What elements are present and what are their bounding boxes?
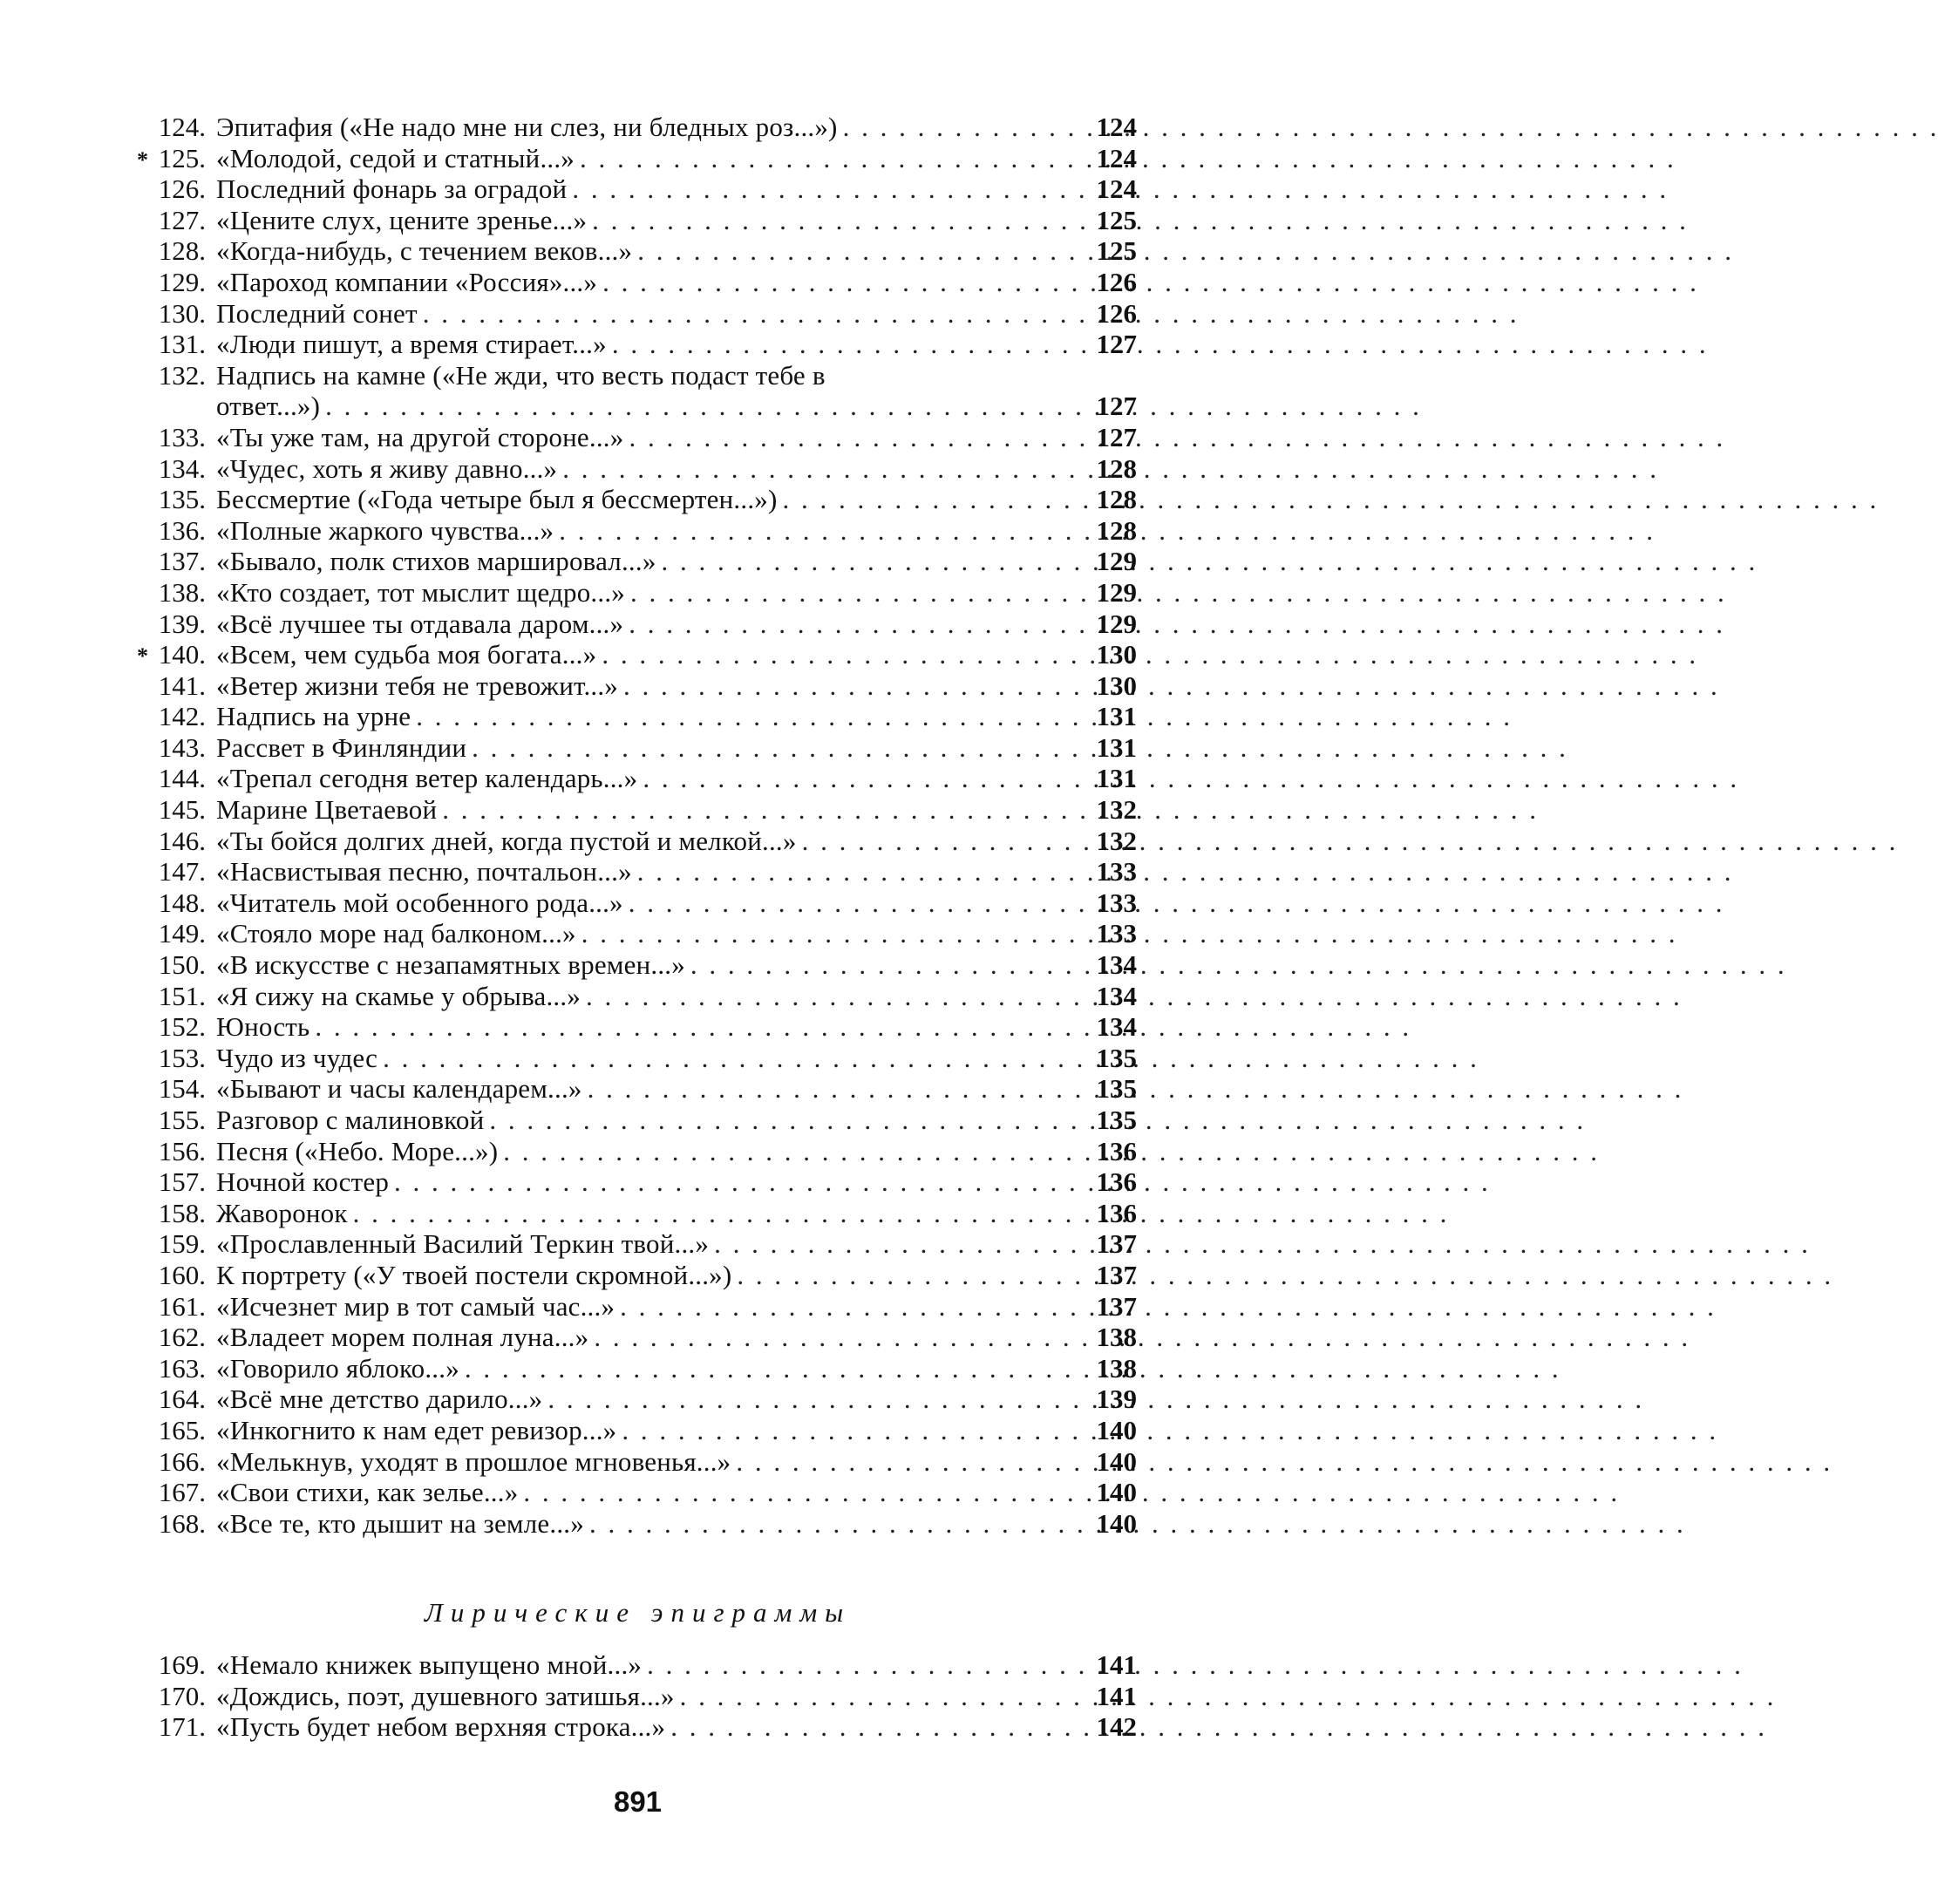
dot-leader: [315, 1011, 1086, 1043]
entry-title: «Мелькнув, уходят в прошлое мгновенья...»: [216, 1445, 731, 1477]
toc-entry: [133, 670, 1137, 702]
toc-entry: [133, 794, 1137, 826]
entry-number: 147.: [158, 856, 206, 887]
entry-page: 140: [1096, 1445, 1137, 1477]
entry-number: 129.: [158, 266, 206, 297]
entry-title: «Ветер жизни тебя не тревожит...»: [216, 670, 619, 701]
toc-entry: [133, 453, 1137, 485]
toc-entry: [133, 1353, 1137, 1384]
entry-page: 139: [1096, 1384, 1137, 1415]
toc-entry: [133, 918, 1137, 949]
dot-leader: [472, 732, 1086, 764]
toc-entry: [133, 1166, 1137, 1198]
toc-entry: [133, 1105, 1137, 1136]
epigrams-contents: [133, 1649, 1137, 1743]
entry-number: 135.: [158, 484, 206, 515]
toc-entry: [133, 981, 1137, 1012]
entry-page: 126: [1096, 266, 1137, 297]
entry-page: 128: [1096, 514, 1137, 546]
entry-title: «Молодой, седой и статный...»: [216, 142, 575, 173]
dot-leader: [325, 391, 1086, 422]
entry-page: 128: [1096, 452, 1137, 484]
entry-title: «Владеет морем полная луна...»: [216, 1322, 589, 1353]
entry-title: Бессмертие («Года четыре был я бессмертен...»): [216, 484, 778, 515]
entry-title: Юность: [216, 1011, 310, 1043]
dot-leader: [562, 453, 1086, 485]
entry-title: «Стояло море над балконом...»: [216, 918, 576, 949]
dot-leader: [623, 670, 1086, 702]
entry-page: 124: [1096, 142, 1137, 173]
toc-entry: [133, 515, 1137, 547]
entry-page: 131: [1096, 763, 1137, 794]
entry-number: 163.: [158, 1352, 206, 1384]
entry-page: 125: [1096, 235, 1137, 267]
entry-page: 131: [1096, 731, 1137, 763]
toc-entry-continuation: [133, 391, 1137, 422]
toc-entry: [133, 856, 1137, 887]
dot-leader: [383, 1043, 1086, 1074]
toc-entry: [133, 1136, 1137, 1167]
entry-number: 126.: [158, 173, 206, 205]
dot-leader: [843, 112, 1086, 143]
entry-title: «Всё мне детство дарило...»: [216, 1384, 543, 1415]
entry-title: Последний фонарь за оградой: [216, 173, 568, 205]
entry-number: 142.: [158, 701, 206, 732]
entry-title: Жаворонок: [216, 1197, 348, 1228]
toc-entry: [133, 1198, 1137, 1229]
entry-number: 130.: [158, 297, 206, 329]
dot-leader: [637, 856, 1086, 887]
toc-entry: [133, 1711, 1137, 1743]
entry-page: 137: [1096, 1290, 1137, 1322]
entry-page: 133: [1096, 918, 1137, 949]
toc-entry: [133, 173, 1137, 205]
toc-entry: [133, 298, 1137, 330]
toc-entry: [133, 732, 1137, 764]
entry-title: К портрету («У твоей постели скромной...»): [216, 1259, 732, 1290]
entry-page: 132: [1096, 825, 1137, 856]
dot-leader: [416, 701, 1086, 732]
entry-title: «Дождись, поэт, душевного затишья...»: [216, 1680, 675, 1711]
entry-title: «Когда-нибудь, с течением веков...»: [216, 235, 633, 267]
entry-page: 127: [1096, 421, 1137, 452]
toc-entry: [133, 1681, 1137, 1712]
entry-page: 127: [1096, 329, 1137, 360]
entry-title-continued: ответ...»): [216, 391, 321, 422]
toc-entry: [133, 143, 1137, 174]
entry-title: Песня («Небо. Море...»): [216, 1135, 499, 1166]
table-of-contents: [133, 112, 1137, 1539]
entry-title: Надпись на камне («Не жди, что весть подаст тебе в: [216, 359, 826, 391]
entry-page: 132: [1096, 794, 1137, 826]
entry-page: 140: [1096, 1414, 1137, 1445]
dot-leader: [353, 1198, 1086, 1229]
entry-title: «Исчезнет мир в тот самый час...»: [216, 1290, 615, 1322]
entry-title: Надпись на урне: [216, 701, 411, 732]
entry-title: Последний сонет: [216, 297, 418, 329]
toc-entry: [133, 1043, 1137, 1074]
entry-title: «Все те, кто дышит на земле...»: [216, 1507, 584, 1539]
entry-page: 135: [1096, 1105, 1137, 1135]
toc-entry: [133, 1384, 1137, 1415]
entry-number: 145.: [158, 794, 206, 826]
entry-number: 150.: [158, 949, 206, 981]
entry-page: 134: [1096, 980, 1137, 1011]
entry-title: «Пусть будет небом верхняя строка...»: [216, 1711, 666, 1743]
toc-entry: [133, 205, 1137, 236]
dot-leader: [637, 235, 1086, 267]
dot-leader: [602, 639, 1086, 670]
entry-number: 134.: [158, 452, 206, 484]
entry-page: 141: [1096, 1649, 1137, 1680]
entry-page: 126: [1096, 297, 1137, 329]
entry-page: 133: [1096, 856, 1137, 887]
dot-leader: [589, 1508, 1086, 1540]
entry-number: 124.: [158, 112, 206, 142]
entry-title: «Я сижу на скамье у обрыва...»: [216, 980, 581, 1011]
entry-title: «Ты бойся долгих дней, когда пустой и мелкой...»: [216, 825, 797, 856]
entry-title: «Чудес, хоть я живу давно...»: [216, 452, 558, 484]
toc-entry: [133, 639, 1137, 670]
toc-entry: [133, 1446, 1137, 1478]
entry-number: 139.: [158, 608, 206, 639]
entry-title: «Ты уже там, на другой стороне...»: [216, 421, 624, 452]
entry-page: 135: [1096, 1073, 1137, 1105]
entry-number: 148.: [158, 887, 206, 918]
dot-leader: [670, 1711, 1086, 1743]
entry-page: 125: [1096, 204, 1137, 235]
dot-leader: [572, 173, 1086, 205]
entry-title: «Инкогнито к нам едет ревизор...»: [216, 1414, 617, 1445]
entry-page: 136: [1096, 1166, 1137, 1198]
dot-leader: [586, 981, 1086, 1012]
entry-title: Марине Цветаевой: [216, 794, 438, 826]
entry-number: 133.: [158, 421, 206, 452]
dot-leader: [736, 1446, 1086, 1478]
dot-leader: [647, 1649, 1086, 1681]
toc-entry: [133, 546, 1137, 577]
entry-title: Разговор с малиновкой: [216, 1105, 485, 1135]
toc-entry: [133, 609, 1137, 640]
toc-entry: [133, 484, 1137, 515]
entry-page: 134: [1096, 1011, 1137, 1043]
toc-entry: [133, 329, 1137, 360]
toc-entry: [133, 1508, 1137, 1540]
entry-number: 128.: [158, 235, 206, 267]
entry-page: 124: [1096, 112, 1137, 142]
entry-title: «Бывало, полк стихов маршировал...»: [216, 546, 656, 577]
entry-page: 127: [1096, 391, 1137, 422]
toc-entry: [133, 112, 1137, 143]
entry-number: 154.: [158, 1073, 206, 1105]
entry-marker: *: [137, 146, 148, 173]
entry-page: 124: [1096, 173, 1137, 205]
toc-entry: [133, 267, 1137, 298]
entry-page: 137: [1096, 1259, 1137, 1290]
toc-entry: [133, 1477, 1137, 1508]
entry-page: 140: [1096, 1477, 1137, 1508]
toc-entry: [133, 1415, 1137, 1446]
entry-page: 131: [1096, 701, 1137, 732]
dot-leader: [592, 205, 1086, 236]
toc-entry: [133, 887, 1137, 919]
toc-entry: [133, 763, 1137, 794]
entry-page: 140: [1096, 1507, 1137, 1539]
entry-page: 136: [1096, 1197, 1137, 1228]
toc-entry: [133, 235, 1137, 267]
entry-page: 136: [1096, 1135, 1137, 1166]
dot-leader: [423, 298, 1086, 330]
entry-number: 164.: [158, 1384, 206, 1415]
entry-title: «В искусстве с незапамятных времен...»: [216, 949, 685, 981]
entry-number: 168.: [158, 1507, 206, 1539]
toc-entry: [133, 1291, 1137, 1323]
entry-number: 137.: [158, 546, 206, 577]
toc-entry: [133, 949, 1137, 981]
toc-entry: [133, 701, 1137, 732]
entry-number: 166.: [158, 1445, 206, 1477]
entry-number: 169.: [158, 1649, 206, 1680]
entry-page: 137: [1096, 1228, 1137, 1260]
entry-number: 167.: [158, 1477, 206, 1508]
entry-page: 129: [1096, 576, 1137, 608]
toc-entry: [133, 1011, 1137, 1043]
toc-entry: [133, 422, 1137, 453]
entry-number: 141.: [158, 670, 206, 701]
entry-page: 142: [1096, 1711, 1137, 1743]
dot-leader: [580, 143, 1086, 174]
entry-number: 171.: [158, 1711, 206, 1743]
dot-leader: [630, 577, 1086, 609]
toc-entry: [133, 1228, 1137, 1260]
dot-leader: [622, 1415, 1086, 1446]
toc-entry: [133, 1073, 1137, 1105]
dot-leader: [503, 1136, 1086, 1167]
entry-page: 141: [1096, 1680, 1137, 1711]
dot-leader: [620, 1291, 1086, 1323]
dot-leader: [394, 1166, 1086, 1198]
toc-entry: [133, 826, 1137, 857]
entry-number: 151.: [158, 980, 206, 1011]
entry-number: 157.: [158, 1166, 206, 1198]
entry-title: Эпитафия («Не надо мне ни слез, ни бледных роз...»): [216, 112, 838, 142]
dot-leader: [629, 422, 1086, 453]
dot-leader: [594, 1322, 1086, 1353]
entry-title: «Говорило яблоко...»: [216, 1352, 459, 1384]
entry-page: 133: [1096, 887, 1137, 918]
entry-number: 153.: [158, 1042, 206, 1073]
entry-title: «Свои стихи, как зелье...»: [216, 1477, 519, 1508]
dot-leader: [629, 887, 1086, 919]
entry-title: «Трепал сегодня ветер календарь...»: [216, 763, 638, 794]
dot-leader: [559, 515, 1086, 547]
dot-leader: [465, 1353, 1086, 1384]
entry-number: 162.: [158, 1322, 206, 1353]
entry-title: «Читатель мой особенного рода...»: [216, 887, 623, 918]
entry-title: «Цените слух, цените зренье...»: [216, 204, 588, 235]
dot-leader: [680, 1681, 1086, 1712]
entry-title: «Немало книжек выпущено мной...»: [216, 1649, 643, 1680]
entry-number: 127.: [158, 204, 206, 235]
entry-title: Ночной костер: [216, 1166, 390, 1198]
dot-leader: [612, 329, 1086, 360]
entry-number: 161.: [158, 1290, 206, 1322]
dot-leader: [802, 826, 1086, 857]
entry-page: 129: [1096, 546, 1137, 577]
dot-leader: [581, 918, 1086, 949]
dot-leader: [547, 1384, 1086, 1415]
toc-entry: [133, 1649, 1137, 1681]
entry-title: «Полные жаркого чувства...»: [216, 514, 554, 546]
entry-page: 129: [1096, 608, 1137, 639]
entry-number: 165.: [158, 1414, 206, 1445]
entry-number: 146.: [158, 825, 206, 856]
dot-leader: [523, 1477, 1086, 1508]
dot-leader: [588, 1073, 1086, 1105]
entry-title: Рассвет в Финляндии: [216, 731, 467, 763]
dot-leader: [643, 763, 1086, 794]
dot-leader: [442, 794, 1086, 826]
entry-title: «Люди пишут, а время стирает...»: [216, 329, 607, 360]
dot-leader: [629, 609, 1086, 640]
toc-entry: [133, 1322, 1137, 1353]
dot-leader: [737, 1260, 1086, 1291]
toc-entry: [133, 1260, 1137, 1291]
entry-number: 159.: [158, 1228, 206, 1260]
entry-page: 130: [1096, 639, 1137, 670]
entry-number: 140.: [158, 639, 206, 670]
entry-number: 156.: [158, 1135, 206, 1166]
entry-number: 131.: [158, 329, 206, 360]
toc-entry: [133, 577, 1137, 609]
dot-leader: [690, 949, 1086, 981]
entry-page: 138: [1096, 1352, 1137, 1384]
entry-number: 136.: [158, 514, 206, 546]
dot-leader: [714, 1228, 1086, 1260]
entry-number: 144.: [158, 763, 206, 794]
toc-entry: [133, 360, 1137, 391]
entry-title: «Насвистывая песню, почтальон...»: [216, 856, 632, 887]
entry-page: 130: [1096, 670, 1137, 701]
dot-leader: [489, 1105, 1086, 1136]
entry-number: 152.: [158, 1011, 206, 1043]
dot-leader: [783, 484, 1087, 515]
entry-page: 135: [1096, 1042, 1137, 1073]
entry-page: 134: [1096, 949, 1137, 981]
entry-title: «Всё лучшее ты отдавала даром...»: [216, 608, 624, 639]
entry-number: 155.: [158, 1105, 206, 1135]
entry-number: 125.: [158, 142, 206, 173]
entry-title: «Прославленный Василий Теркин твой...»: [216, 1228, 710, 1260]
entry-number: 143.: [158, 731, 206, 763]
entry-number: 160.: [158, 1259, 206, 1290]
section-heading: Лирические эпиграммы: [424, 1597, 852, 1628]
entry-title: «Пароход компании «Россия»...»: [216, 266, 598, 297]
dot-leader: [662, 546, 1086, 577]
entry-number: 149.: [158, 918, 206, 949]
entry-number: 170.: [158, 1680, 206, 1711]
entry-number: 138.: [158, 576, 206, 608]
entry-title: «Кто создает, тот мыслит щедро...»: [216, 576, 625, 608]
entry-title: «Бывают и часы календарем...»: [216, 1073, 582, 1105]
page-number: 891: [613, 1785, 663, 1818]
entry-title: «Всем, чем судьба моя богата...»: [216, 639, 597, 670]
entry-page: 128: [1096, 484, 1137, 515]
entry-number: 132.: [158, 359, 206, 391]
entry-title: Чудо из чудес: [216, 1042, 378, 1073]
entry-page: 138: [1096, 1322, 1137, 1353]
dot-leader: [602, 267, 1086, 298]
entry-marker: *: [137, 643, 148, 670]
entry-number: 158.: [158, 1197, 206, 1228]
